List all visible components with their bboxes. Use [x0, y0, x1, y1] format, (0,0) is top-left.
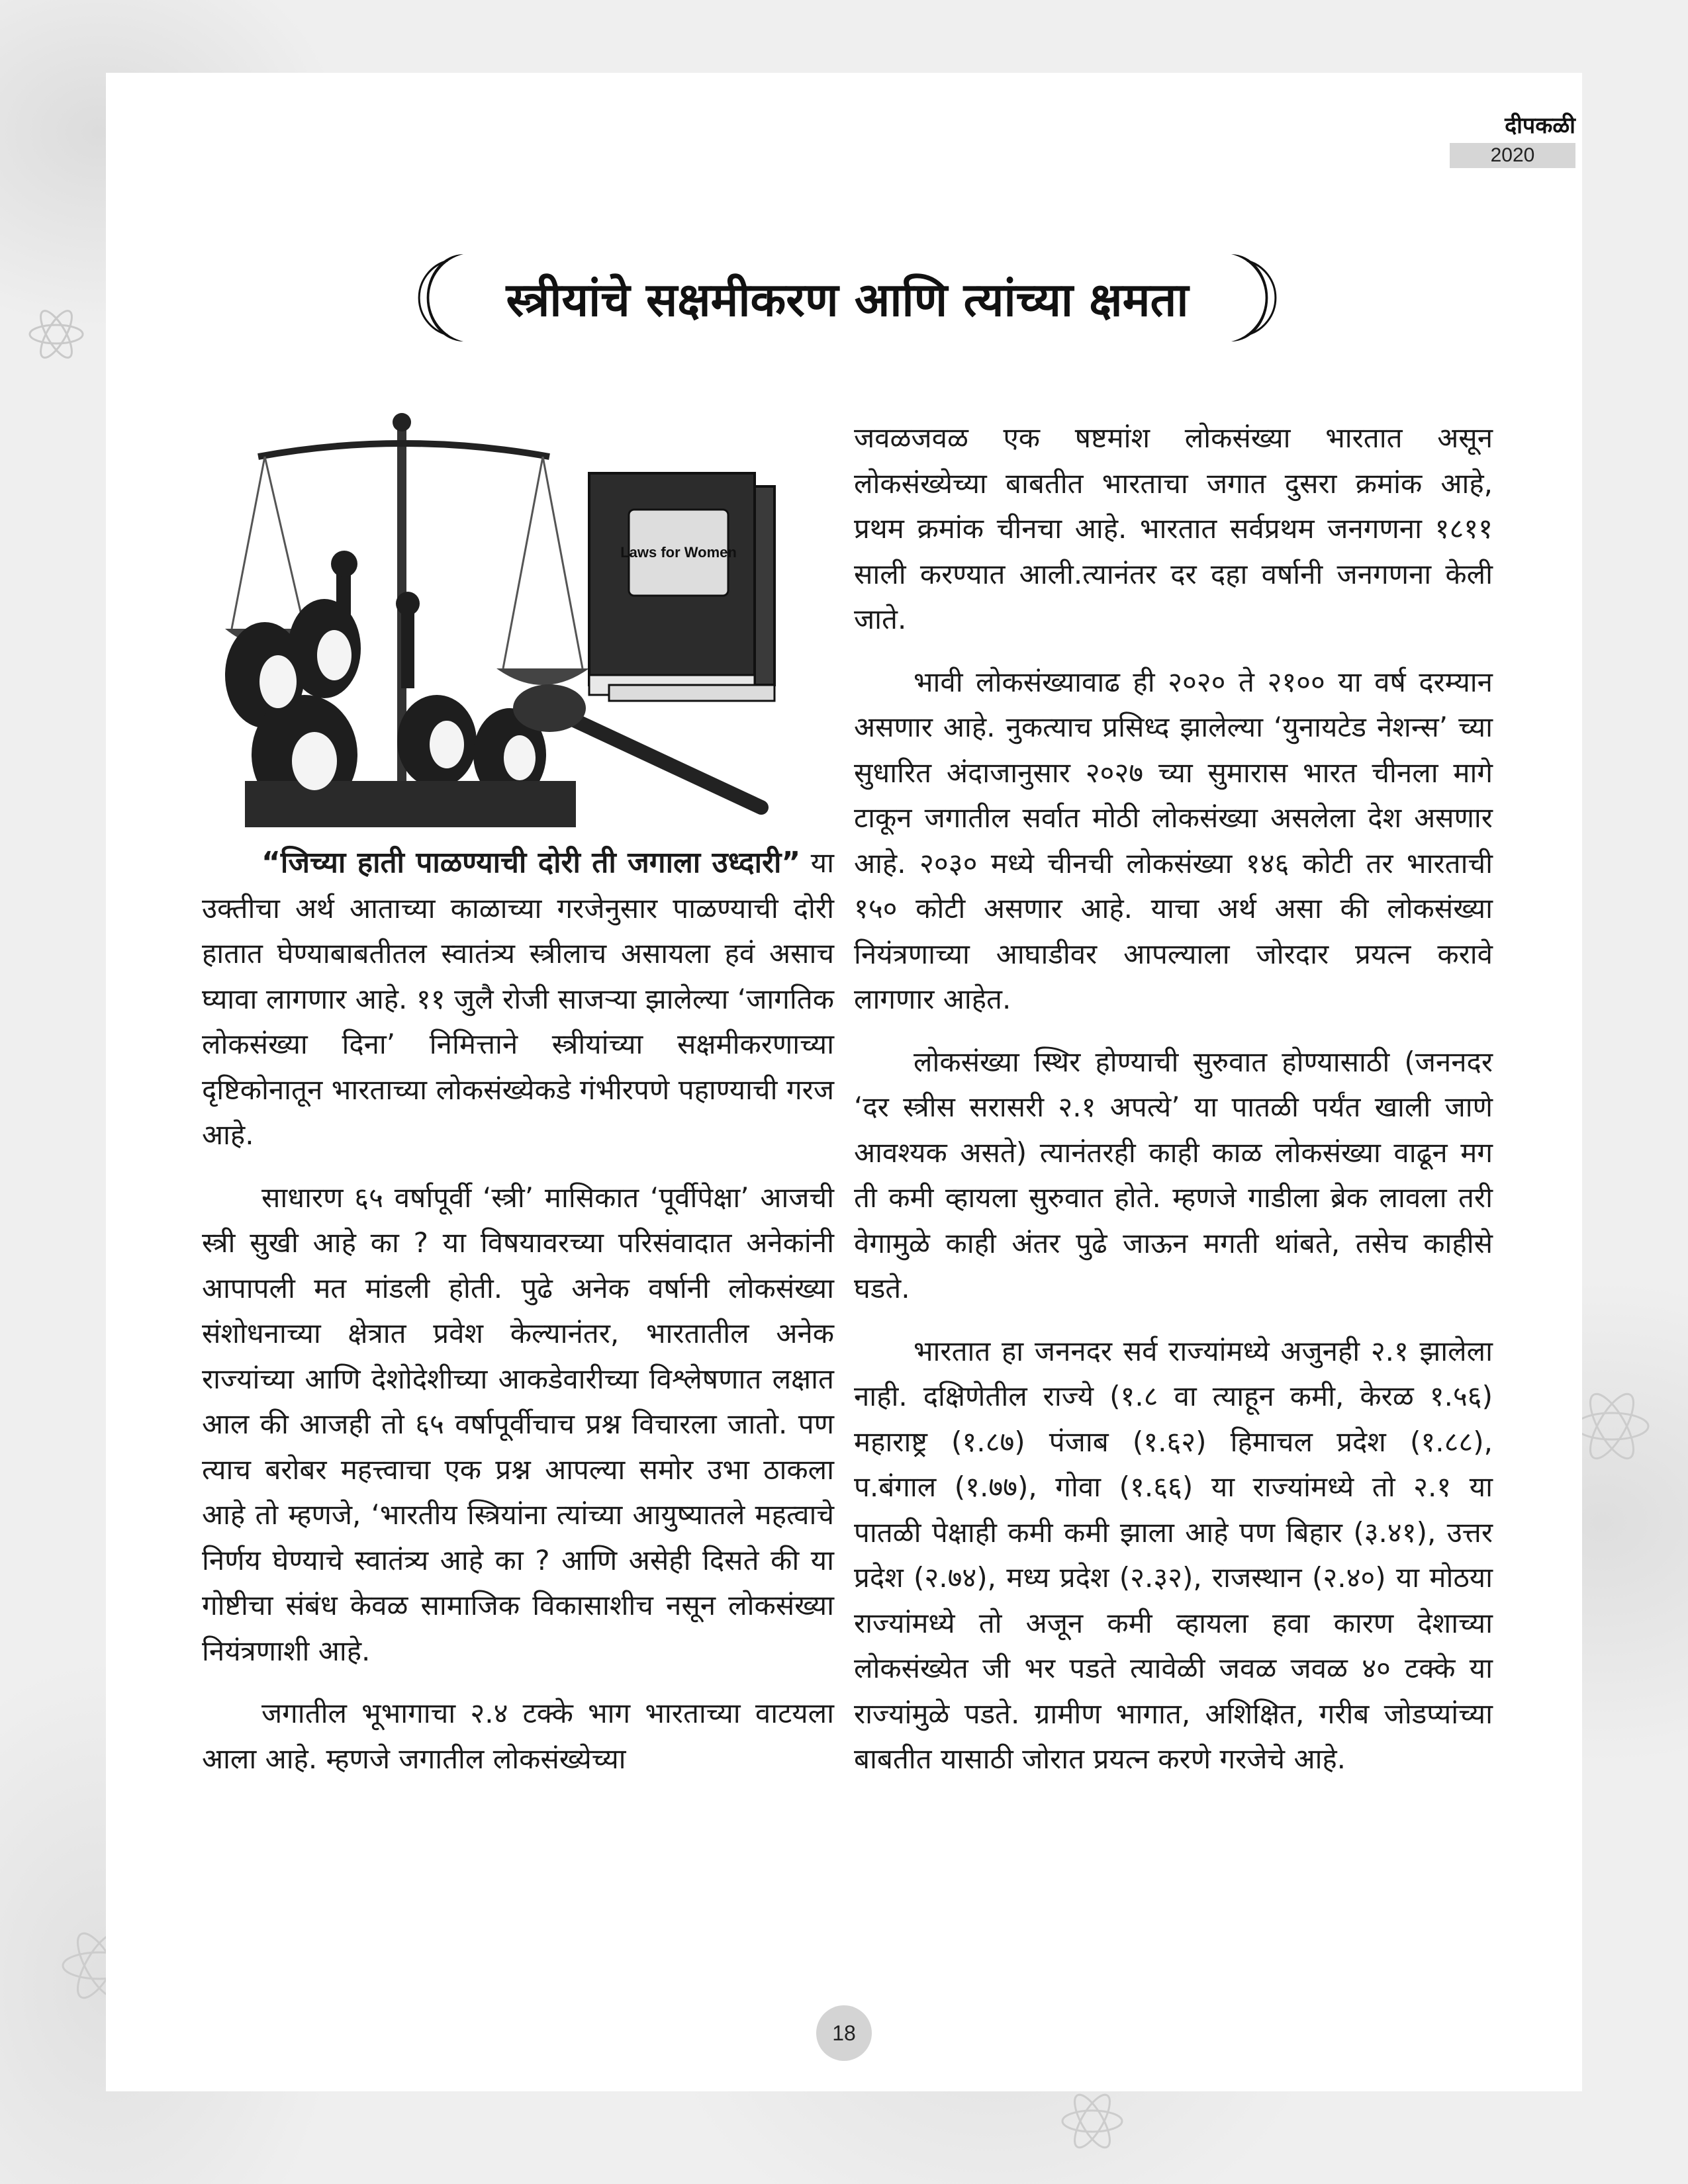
left-text-column	[202, 841, 834, 1799]
article-illustration	[218, 410, 847, 827]
article-title-banner	[410, 251, 1284, 344]
page-number: 18	[816, 2005, 872, 2061]
flower-decoration-left	[7, 285, 106, 384]
left-paragraph-3: जगातील भूभागाचा २.४ टक्के भाग भारताच्या वाटयला आला आहे. म्हणजे जगातील लोकसंख्येच्या	[202, 1697, 834, 1775]
masthead	[1450, 111, 1575, 168]
left-paragraph-1	[202, 841, 834, 1158]
right-paragraph-1: जवळजवळ एक षष्टमांश लोकसंख्या भारतात असून लोकसंख्येच्या बाबतीत भारताचा जगात दुसरा क्रमांक आहे, प्रथम क्रमांक चीनचा आहे. भारतात सर्वप्रथम जनगणना १८११ साली करण्यात आली.त्यानंतर दर दहा वर्षानी जनगणना केली जाते.	[854, 422, 1493, 635]
left-paragraph-2: साधारण ६५ वर्षापूर्वी ‘स्त्री’ मासिकात ‘पूर्वीपेक्षा’ आजची स्त्री सुखी आहे का ? या विषयावरच्या परिसंवादात अनेकांनी आपापली मत मांडली होती. पुढे अनेक वर्षानी लोकसंख्या संशोधनाच्या क्षेत्रात प्रवेश केल्यानंतर, भारतातील अनेक राज्यांच्या आणि देशोदेशीच्या आकडेवारीच्या विश्लेषणात लक्षात आल की आजही तो ६५ वर्षापूर्वीचाच प्रश्न विचारला जातो. पण त्याच बरोबर महत्त्वाचा एक प्रश्न आपल्या समोर उभा ठाकला आहे तो म्हणजे, ‘भारतीय स्त्रियांना त्यांच्या आयुष्यातले महत्वाचे निर्णय घेण्याचे स्वातंत्र्य आहे का ? आणि असेही दिसते की या गोष्टीचा संबंध केवळ सामाजिक विकासाशीच नसून लोकसंख्या नियंत्रणाशी आहे.	[202, 1181, 834, 1667]
article-title: स्त्रीयांचे सक्षमीकरण आणि त्यांच्या क्षमता	[506, 273, 1189, 327]
magazine-name: दीपकळी	[1505, 113, 1575, 139]
right-paragraph-2: भावी लोकसंख्यावाढ ही २०२० ते २१०० या वर्ष दरम्यान असणार आहे. नुकत्याच प्रसिध्द झालेल्या ‘युनायटेड नेशन्स’ च्या सुधारित अंदाजानुसार २०२७ च्या सुमारास भारत चीनला मागे टाकून जगातील सर्वात मोठी लोकसंख्या असलेला देश असणार आहे. २०३० मध्ये चीनची लोकसंख्या १४६ कोटी तर भारताची १५० कोटी असणार आहे. याचा अर्थ असा की लोकसंख्या नियंत्रणाच्या आघाडीवर आपल्याला जोरदार प्रयत्न करावे लागणार आहेत.	[854, 665, 1493, 1015]
book-title-text: Laws for Women	[620, 544, 737, 561]
right-paragraph-4: भारतात हा जननदर सर्व राज्यांमध्ये अजुनही २.१ झालेला नाही. दक्षिणेतील राज्ये (१.८ वा त्याहून कमी, केरळ १.५६) महाराष्ट्र (१.८७) पंजाब (१.६२) हिमाचल प्रदेश (१.८८), प.बंगाल (१.७७), गोवा (१.६६) या राज्यांमध्ये तो २.१ या पातळी पेक्षाही कमी कमी झाला आहे पण बिहार (३.४१), उत्तर प्रदेश (२.७४), मध्य प्रदेश (२.३२), राजस्थान (२.४०) या मोठया राज्यांमध्ये तो अजून कमी व्हायला हवा कारण देशाच्या लोकसंख्येत जी भर पडते त्यावेळी जवळ जवळ ४० टक्के या राज्यांमुळे पडते. ग्रामीण भागात, अशिक्षित, गरीब जोडप्यांच्या बाबतीत यासाठी जोरात प्रयत्न करणे गरजेचे आहे.	[854, 1334, 1493, 1775]
magazine-year: 2020	[1450, 143, 1575, 168]
right-paragraph-3: लोकसंख्या स्थिर होण्याची सुरुवात होण्यासाठी (जननदर ‘दर स्त्रीस सरासरी २.१ अपत्ये’ या पातळी पर्यंत खाली जाणे आवश्यक असते) त्यानंतरही काही काळ लोकसंख्या वाढून मग ती कमी व्हायला सुरुवात होते. म्हणजे गाडीला ब्रेक लावला तरी वेगामुळे काही अंतर पुढे जाऊन मगती थांबते, तसेच काहीसे घडते.	[854, 1045, 1493, 1304]
opening-quote: “जिच्या हाती पाळण्याची दोरी ती जगाला उध्दारी”	[261, 846, 801, 880]
left-paragraph-1-text: या उक्तीचा अर्थ आताच्या काळाच्या गरजेनुसार पाळण्याची दोरी हातात घेण्याबाबतीतल स्वातंत्र्य स्त्रीलाच असायला हवं असाच घ्यावा लागणार आहे. ११ जुलै रोजी साजऱ्या झालेल्या ‘जागतिक लोकसंख्या दिना’ निमित्ताने स्त्रीयांच्या सक्षमीकरणाच्या दृष्टिकोनातून भारताच्या लोकसंख्येकडे गंभीरपणे पहाण्याची गरज आहे.	[202, 846, 834, 1151]
title-left-crescent	[410, 251, 470, 344]
title-right-crescent	[1225, 251, 1284, 344]
law-books-icon	[589, 473, 774, 701]
right-text-column	[854, 416, 1493, 1799]
